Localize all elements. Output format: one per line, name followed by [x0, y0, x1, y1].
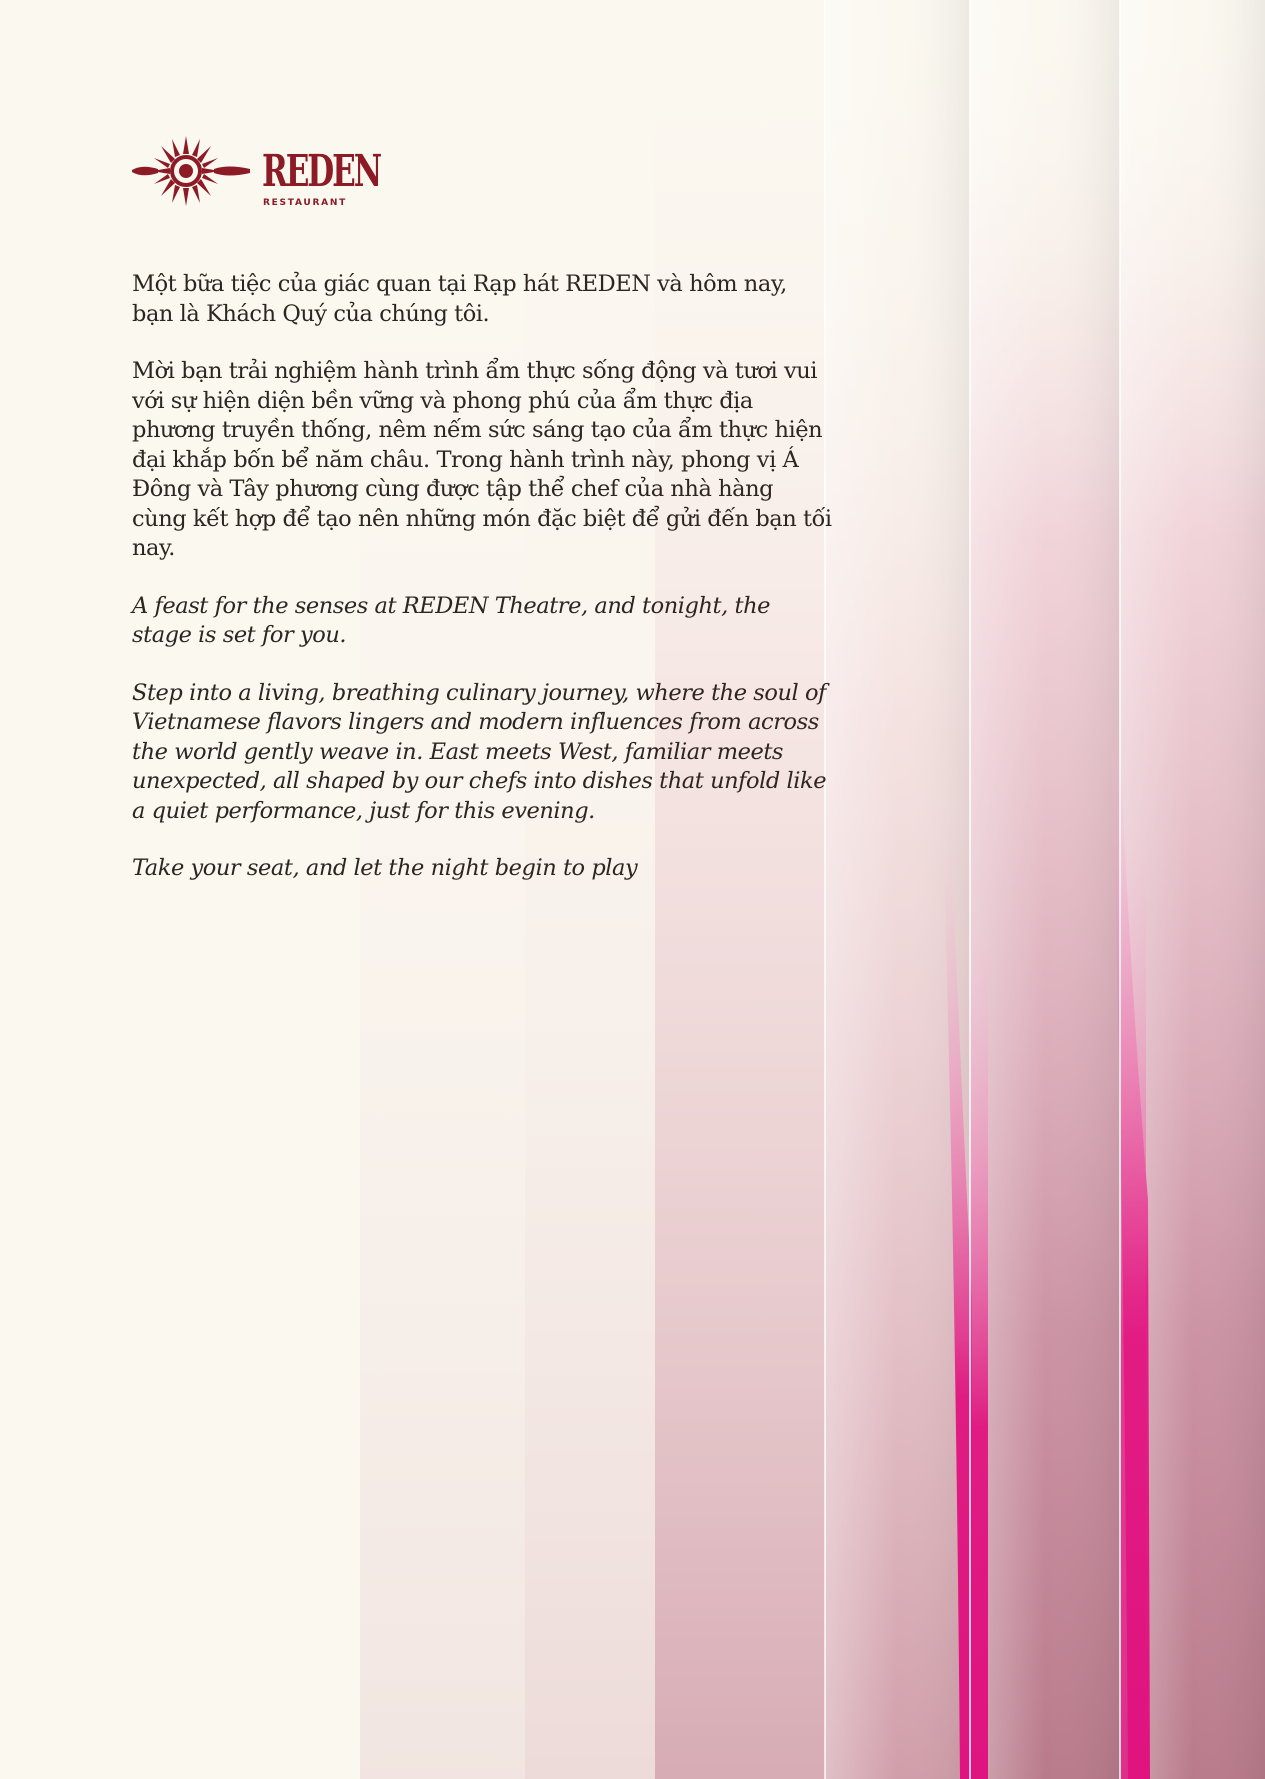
intro-en-paragraph: Step into a living, breathing culinary journey, where the soul of Vietnamese flavors lingers and modern influences from across the world gently weave in. East meets West, familiar meets unexpected, all shaped by our chefs into dishes that unfold like a quiet performance, just for this evening.: [132, 679, 827, 824]
brand-subtitle: RESTAURANT: [263, 198, 347, 208]
reden-logo: [130, 134, 390, 214]
intro-en-closing: Take your seat, and let the night begin to play: [132, 855, 638, 881]
sun-icon: [132, 136, 250, 206]
intro-en-paragraph: A feast for the senses at REDEN Theatre, and tonight, the stage is set for you.: [132, 592, 770, 648]
brand-wordmark: REDEN: [262, 146, 382, 197]
intro-vi-paragraph: Một bữa tiệc của giác quan tại Rạp hát REDEN và hôm nay, bạn là Khách Quý của chúng tôi.: [132, 271, 787, 327]
intro-vi-paragraph: Mời bạn trải nghiệm hành trình ẩm thực sống động và tươi vui với sự hiện diện bền vững và phong phú của ẩm thực địa phương truyền thống, nêm nếm sức sáng tạo của ẩm thực hiện đại khắp bốn bể năm châu. Trong hành trình này, phong vị Á Đông và Tây phương cùng được tập thể chef của nhà hàng cùng kết hợp để tạo nên những món đặc biệt để gửi đến bạn tối nay.: [132, 358, 832, 561]
intro-text: [132, 270, 832, 912]
